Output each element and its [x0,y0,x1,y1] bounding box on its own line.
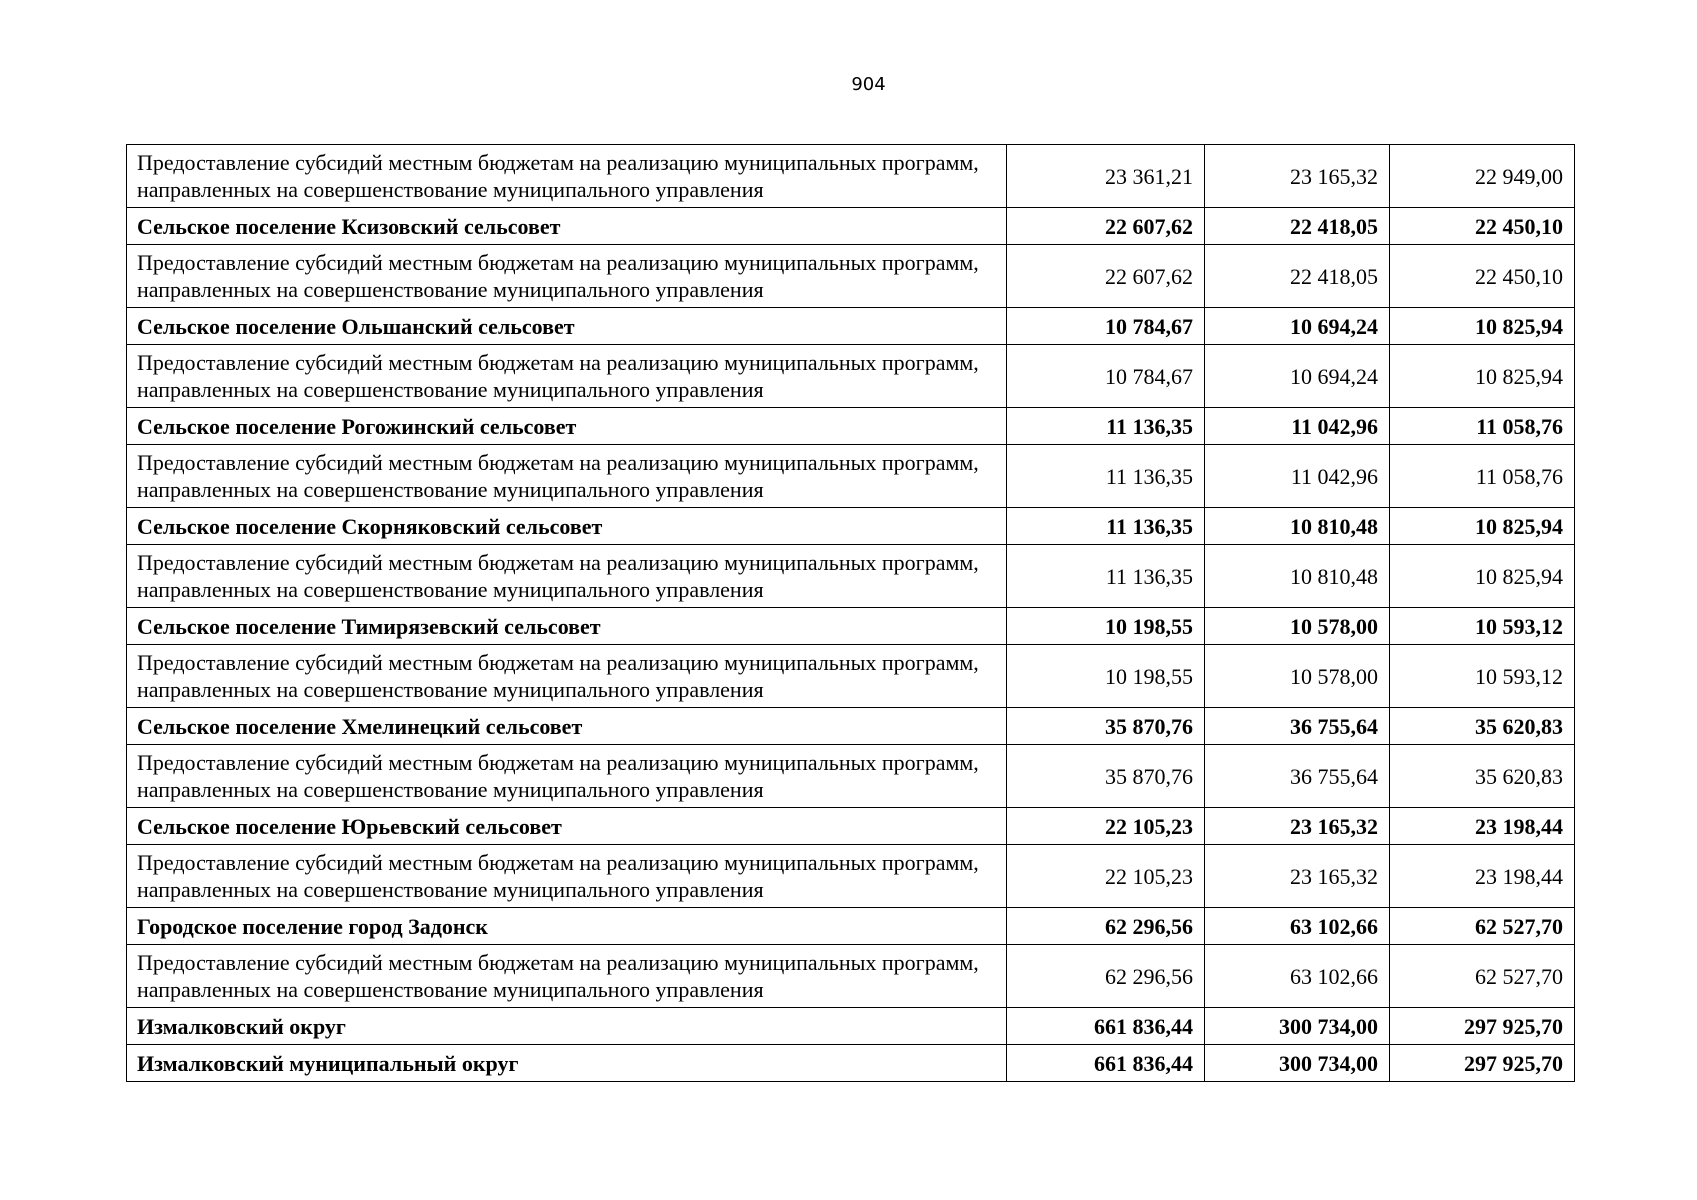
row-value-3: 10 593,12 [1390,608,1575,645]
row-value-3: 22 949,00 [1390,145,1575,208]
table-row [127,545,1575,608]
row-name: Сельское поселение Юрьевский сельсовет [127,808,1007,845]
row-value-1: 661 836,44 [1007,1008,1205,1045]
row-value-1: 10 784,67 [1007,308,1205,345]
table-row [127,345,1575,408]
row-value-3: 22 450,10 [1390,208,1575,245]
table-row [127,1045,1575,1082]
row-value-1: 661 836,44 [1007,1045,1205,1082]
row-value-3: 11 058,76 [1390,408,1575,445]
row-value-3: 10 593,12 [1390,645,1575,708]
row-value-3: 23 198,44 [1390,845,1575,908]
table-row [127,745,1575,808]
budget-table [126,144,1575,1082]
row-name: Предоставление субсидий местным бюджетам на реализацию муниципальных программ, направленных на совершенствование муниципального управления [127,945,1007,1008]
row-value-2: 11 042,96 [1205,408,1390,445]
row-value-1: 11 136,35 [1007,408,1205,445]
row-value-2: 300 734,00 [1205,1008,1390,1045]
row-name: Предоставление субсидий местным бюджетам на реализацию муниципальных программ, направленных на совершенствование муниципального управления [127,745,1007,808]
row-value-3: 35 620,83 [1390,708,1575,745]
row-value-1: 35 870,76 [1007,708,1205,745]
row-name: Предоставление субсидий местным бюджетам на реализацию муниципальных программ, направленных на совершенствование муниципального управления [127,545,1007,608]
row-value-1: 22 607,62 [1007,208,1205,245]
row-value-1: 62 296,56 [1007,908,1205,945]
table-row [127,145,1575,208]
row-name: Измалковский округ [127,1008,1007,1045]
row-value-3: 10 825,94 [1390,308,1575,345]
row-value-2: 36 755,64 [1205,708,1390,745]
table-row [127,645,1575,708]
row-name: Городское поселение город Задонск [127,908,1007,945]
row-value-1: 10 198,55 [1007,608,1205,645]
row-value-3: 10 825,94 [1390,508,1575,545]
table-row [127,945,1575,1008]
table-row [127,508,1575,545]
row-name: Сельское поселение Ольшанский сельсовет [127,308,1007,345]
row-value-3: 23 198,44 [1390,808,1575,845]
table-row [127,908,1575,945]
row-name: Предоставление субсидий местным бюджетам на реализацию муниципальных программ, направленных на совершенствование муниципального управления [127,145,1007,208]
row-value-1: 35 870,76 [1007,745,1205,808]
table-row [127,608,1575,645]
row-name: Сельское поселение Тимирязевский сельсовет [127,608,1007,645]
row-value-3: 297 925,70 [1390,1045,1575,1082]
row-value-1: 22 105,23 [1007,808,1205,845]
table-row [127,208,1575,245]
row-value-2: 10 694,24 [1205,345,1390,408]
row-value-1: 11 136,35 [1007,508,1205,545]
row-name: Предоставление субсидий местным бюджетам на реализацию муниципальных программ, направленных на совершенствование муниципального управления [127,645,1007,708]
row-value-2: 23 165,32 [1205,845,1390,908]
row-name: Сельское поселение Хмелинецкий сельсовет [127,708,1007,745]
table-body [127,145,1575,1082]
table-row [127,845,1575,908]
row-name: Сельское поселение Ксизовский сельсовет [127,208,1007,245]
row-value-1: 62 296,56 [1007,945,1205,1008]
row-name: Предоставление субсидий местным бюджетам на реализацию муниципальных программ, направленных на совершенствование муниципального управления [127,345,1007,408]
row-name: Сельское поселение Рогожинский сельсовет [127,408,1007,445]
row-value-2: 63 102,66 [1205,945,1390,1008]
row-value-3: 22 450,10 [1390,245,1575,308]
row-value-1: 22 105,23 [1007,845,1205,908]
row-value-3: 10 825,94 [1390,345,1575,408]
row-name: Предоставление субсидий местным бюджетам на реализацию муниципальных программ, направленных на совершенствование муниципального управления [127,445,1007,508]
table-row [127,408,1575,445]
row-value-1: 10 784,67 [1007,345,1205,408]
row-value-2: 10 810,48 [1205,508,1390,545]
row-value-1: 11 136,35 [1007,445,1205,508]
table-row [127,1008,1575,1045]
row-value-1: 10 198,55 [1007,645,1205,708]
table-row [127,245,1575,308]
row-value-2: 63 102,66 [1205,908,1390,945]
row-value-2: 22 418,05 [1205,208,1390,245]
row-value-2: 23 165,32 [1205,145,1390,208]
row-value-1: 23 361,21 [1007,145,1205,208]
row-value-2: 10 694,24 [1205,308,1390,345]
row-value-3: 10 825,94 [1390,545,1575,608]
row-name: Предоставление субсидий местным бюджетам на реализацию муниципальных программ, направленных на совершенствование муниципального управления [127,245,1007,308]
table-row [127,445,1575,508]
row-value-2: 10 578,00 [1205,645,1390,708]
row-value-3: 62 527,70 [1390,945,1575,1008]
row-value-3: 11 058,76 [1390,445,1575,508]
table-row [127,808,1575,845]
row-name: Измалковский муниципальный округ [127,1045,1007,1082]
table-row [127,708,1575,745]
row-name: Предоставление субсидий местным бюджетам на реализацию муниципальных программ, направленных на совершенствование муниципального управления [127,845,1007,908]
row-value-3: 62 527,70 [1390,908,1575,945]
row-value-2: 36 755,64 [1205,745,1390,808]
row-value-2: 300 734,00 [1205,1045,1390,1082]
row-value-3: 35 620,83 [1390,745,1575,808]
row-value-2: 10 810,48 [1205,545,1390,608]
table-row [127,308,1575,345]
row-value-2: 11 042,96 [1205,445,1390,508]
row-value-2: 23 165,32 [1205,808,1390,845]
row-value-1: 22 607,62 [1007,245,1205,308]
row-name: Сельское поселение Скорняковский сельсовет [127,508,1007,545]
row-value-2: 10 578,00 [1205,608,1390,645]
row-value-1: 11 136,35 [1007,545,1205,608]
row-value-3: 297 925,70 [1390,1008,1575,1045]
page-number: 904 [851,74,886,95]
row-value-2: 22 418,05 [1205,245,1390,308]
